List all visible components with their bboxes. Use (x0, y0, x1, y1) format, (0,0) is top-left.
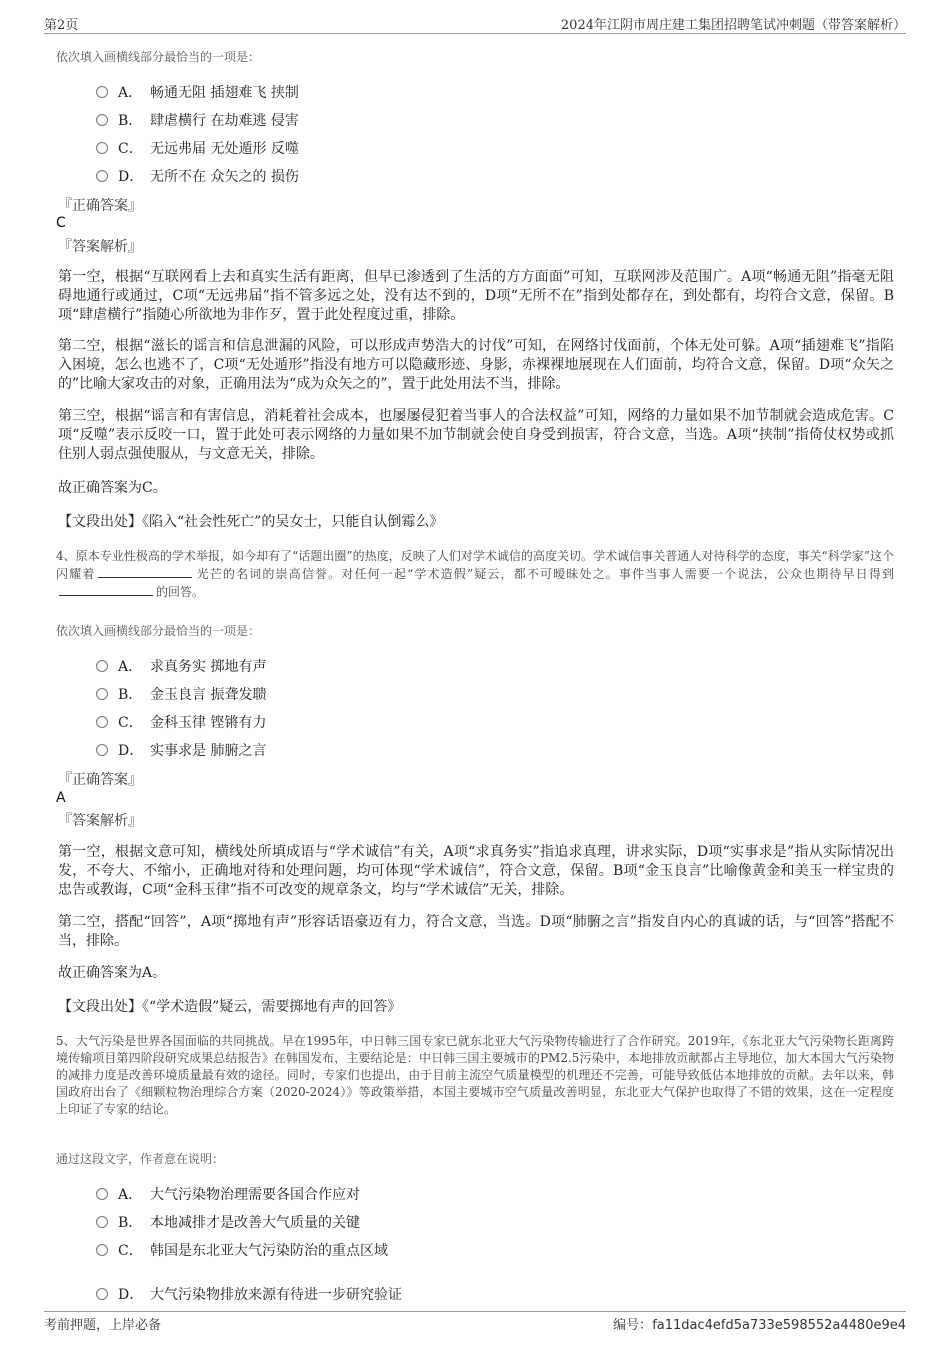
option-text: 大气污染物排放来源有待进一步研究验证 (150, 1287, 402, 1303)
q3-analysis-para-1: 第一空，根据“互联网看上去和真实生活有距离，但早已渗透到了生活的方方面面”可知，互联网涉及范围广。A项“畅通无阻”指毫无阻碍地通行或通过，C项“无远弗届”指不管多远之处，没有达不到的，D项“无所不在”指到处都存在，到处都有，均符合文意，保留。B项“肆虐横行”指随心所欲地为非作歹，置于此处程度过重，排除。 (58, 269, 894, 323)
document-title: 2024年江阴市周庄建工集团招聘笔试冲刺题（带答案解析） (560, 18, 906, 33)
q4-option-c[interactable] (96, 712, 266, 732)
radio-icon[interactable] (96, 716, 108, 728)
option-text: 实事求是 肺腑之言 (150, 743, 267, 759)
option-letter: C． (118, 715, 143, 731)
q3-analysis-para-3: 第三空，根据“谣言和有害信息，消耗着社会成本，也屡屡侵犯着当事人的合法权益”可知，网络的力量如果不加节制就会造成危害。C项“反噬”表示反咬一口，置于此处可表示网络的力量如果不加节制就会使自身受到损害，符合文意，当选。A项“挟制”指倚仗权势或抓住别人弱点强使服从，与文意无关，排除。 (58, 408, 894, 462)
option-text: 无所不在 众矢之的 损伤 (150, 169, 299, 185)
option-letter: D． (118, 1287, 144, 1303)
q3-option-b[interactable] (96, 110, 299, 130)
radio-icon[interactable] (96, 170, 108, 182)
q3-source: 【文段出处】《陷入“社会性死亡”的吴女士，只能自认倒霉么》 (58, 514, 444, 530)
q4-answer-label: 『正确答案』 (58, 772, 142, 788)
radio-icon[interactable] (96, 744, 108, 756)
q4-question-part-1: 4、原本专业性极高的学术举报，如今却有了“话题出圈”的热度，反映了人们对学术诚信的高度关切。学术诚信事关普通人对待科学的态度，事关“科学家”这个闪耀着 (56, 549, 894, 581)
q4-analysis-para-2: 第二空，搭配“回答”，A项“掷地有声”形容话语豪迈有力，符合文意，当选。D项“肺腑之言”指发自内心的真诚的话，与“回答”搭配不当，排除。 (58, 914, 894, 949)
radio-icon[interactable] (96, 1216, 108, 1228)
radio-icon[interactable] (96, 1244, 108, 1256)
radio-icon[interactable] (96, 1188, 108, 1200)
document-code (613, 1314, 906, 1333)
q4-question-part-3: 的回答。 (156, 585, 205, 599)
q4-blank-2 (59, 583, 153, 596)
q4-prompt: 依次填入画横线部分最恰当的一项是： (56, 624, 261, 638)
page-header (44, 14, 906, 32)
option-letter: B． (118, 687, 143, 703)
q3-option-a[interactable] (96, 82, 299, 102)
q5-option-a[interactable] (96, 1184, 360, 1204)
option-letter: A． (118, 659, 143, 675)
option-letter: A． (118, 1187, 143, 1203)
q3-analysis-label: 『答案解析』 (58, 239, 142, 255)
q4-answer: A (56, 790, 66, 806)
option-letter: B． (118, 1215, 143, 1231)
page-footer (44, 1314, 906, 1332)
option-letter: B． (118, 113, 143, 129)
q4-question-part-2: 光芒的名词的崇高信誉。对任何一起“学术造假”疑云，都不可暧昧处之。事件当事人需要一个说法，公众也期待早日得到 (195, 567, 894, 581)
option-text: 韩国是东北亚大气污染防治的重点区域 (150, 1243, 388, 1259)
q4-analysis-label: 『答案解析』 (58, 813, 142, 829)
q4-source: 【文段出处】《“学术造假”疑云，需要掷地有声的回答》 (58, 999, 402, 1015)
q3-analysis-para-2: 第二空，根据“滋长的谣言和信息泄漏的风险，可以形成声势浩大的讨伐”可知，在网络讨伐面前，个体无处可躲。A项“插翅难飞”指陷入困境，怎么也逃不了，C项“无处遁形”指没有地方可以隐藏形迹、身影，赤裸裸地展现在人们面前，均符合文意，保留。D项“众矢之的”比喻大家攻击的对象，正确用法为“成为众矢之的”，置于此处用法不当，排除。 (58, 338, 894, 392)
document-code-label: 编号： (613, 1318, 653, 1333)
q3-option-d[interactable] (96, 166, 299, 186)
q4-option-a[interactable] (96, 656, 266, 676)
page-number: 第2页 (44, 18, 79, 33)
radio-icon[interactable] (96, 86, 108, 98)
q3-conclusion: 故正确答案为C。 (58, 480, 167, 496)
option-text: 大气污染物治理需要各国合作应对 (150, 1187, 360, 1203)
option-text: 金玉良言 振聋发聩 (150, 687, 267, 703)
q5-question: 5、大气污染是世界各国面临的共同挑战。早在1995年，中日韩三国专家已就东北亚大气污染物传输进行了合作研究。2019年，《东北亚大气污染物长距离跨境传输项目第四阶段研究成果总结报告》在韩国发布，主要结论是：中日韩三国主要城市的PM2.5污染中，本地排放贡献都占主导地位，加大本国大气污染物的减排力度是改善环境质量最有效的途径。同时，专家们也提出，由于目前主流空气质量模型的机理还不完善，可能导致低估本地排放的贡献。去年以来，韩国政府出台了《细颗粒物治理综合方案（2020-2024）》等政策举措，本国主要城市空气质量改善明显，东北亚大气保护也取得了不错的效果，这在一定程度上印证了专家的结论。 (56, 1034, 894, 1116)
option-letter: D． (118, 169, 144, 185)
option-letter: D． (118, 743, 144, 759)
option-text: 畅通无阻 插翅难飞 挟制 (150, 85, 299, 101)
q4-blank-1 (98, 565, 192, 578)
option-letter: C． (118, 1243, 143, 1259)
q3-answer-label: 『正确答案』 (58, 198, 142, 214)
footer-divider (44, 1311, 906, 1312)
option-letter: A． (118, 85, 143, 101)
q4-conclusion: 故正确答案为A。 (58, 965, 167, 981)
radio-icon[interactable] (96, 660, 108, 672)
q3-prompt: 依次填入画横线部分最恰当的一项是： (56, 50, 261, 64)
radio-icon[interactable] (96, 142, 108, 154)
q4-analysis-para-1: 第一空，根据文意可知，横线处所填成语与“学术诚信”有关，A项“求真务实”指追求真理，讲求实际，D项“实事求是”指从实际情况出发，不夸大、不缩小，正确地对待和处理问题，均可体现“学术诚信”，符合文意，保留。B项“金玉良言”比喻像黄金和美玉一样宝贵的忠告或教诲，C项“金科玉律”指不可改变的规章条文，均与“学术诚信”无关，排除。 (58, 844, 894, 898)
q5-option-b[interactable] (96, 1212, 360, 1232)
option-text: 金科玉律 铿锵有力 (150, 715, 267, 731)
footer-slogan: 考前押题，上岸必备 (44, 1318, 162, 1333)
q4-option-d[interactable] (96, 740, 266, 760)
q4-question (56, 548, 894, 601)
q5-prompt: 通过这段文字，作者意在说明： (56, 1152, 225, 1166)
header-divider (44, 33, 906, 34)
option-text: 本地减排才是改善大气质量的关键 (150, 1215, 360, 1231)
radio-icon[interactable] (96, 1288, 108, 1300)
option-text: 无远弗届 无处遁形 反噬 (150, 141, 299, 157)
option-letter: C． (118, 141, 143, 157)
document-code-value: fa11dac4efd5a733e598552a4480e9e4 (652, 1318, 906, 1333)
option-text: 肆虐横行 在劫难逃 侵害 (150, 113, 299, 129)
q5-option-d[interactable] (96, 1284, 402, 1304)
radio-icon[interactable] (96, 114, 108, 126)
q3-answer: C (56, 215, 66, 231)
q4-option-b[interactable] (96, 684, 266, 704)
radio-icon[interactable] (96, 688, 108, 700)
option-text: 求真务实 掷地有声 (150, 659, 267, 675)
q3-option-c[interactable] (96, 138, 299, 158)
q5-option-c[interactable] (96, 1240, 388, 1260)
